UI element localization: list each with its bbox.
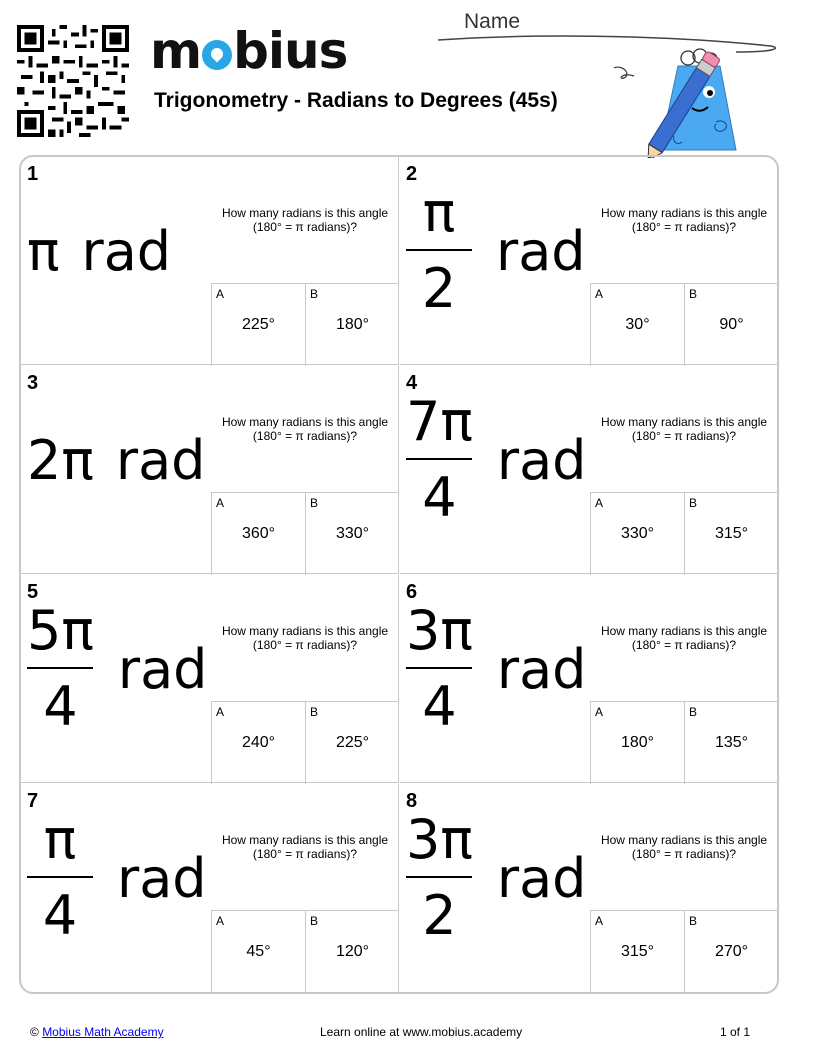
- problem-number: 1: [27, 163, 39, 185]
- angle-expression: [406, 804, 586, 952]
- option-letter: B: [689, 496, 698, 510]
- question-line-2: (180° = π radians)?: [252, 220, 358, 234]
- fraction-bar: [406, 458, 472, 460]
- problem-number: 8: [406, 790, 418, 812]
- fraction-denominator: 2: [422, 884, 457, 947]
- problem-number: 5: [27, 581, 39, 603]
- problem-card-7: [21, 784, 399, 992]
- question-line-2: (180° = π radians)?: [252, 638, 358, 652]
- problem-card-4: [400, 366, 778, 574]
- option-b[interactable]: [305, 702, 399, 784]
- angle-expression: [406, 177, 586, 325]
- angle-expression: [27, 386, 205, 534]
- option-a[interactable]: [590, 702, 684, 784]
- unit-label: rad: [117, 637, 208, 701]
- option-b[interactable]: [684, 702, 778, 784]
- unit-label: rad: [81, 219, 172, 283]
- option-b[interactable]: [305, 493, 399, 575]
- expression-value: 2π: [27, 428, 94, 492]
- question-text: [219, 415, 391, 443]
- fraction-bar: [27, 667, 93, 669]
- unit-label: rad: [496, 428, 587, 492]
- answer-options: [211, 492, 399, 575]
- unit-label: rad: [496, 637, 587, 701]
- option-value: 120°: [335, 943, 370, 960]
- option-letter: B: [310, 496, 319, 510]
- question-text: [598, 415, 770, 443]
- fraction-bar: [406, 249, 472, 251]
- mobius-academy-link[interactable]: Mobius Math Academy: [42, 1025, 164, 1039]
- option-letter: A: [595, 496, 604, 510]
- answer-options: [590, 492, 778, 575]
- fraction-numerator: π: [43, 808, 77, 871]
- problem-number: 3: [27, 372, 39, 394]
- copyright-symbol: ©: [30, 1025, 39, 1039]
- answer-options: [211, 910, 399, 993]
- question-line-1: How many radians is this angle: [600, 624, 768, 638]
- option-b[interactable]: [305, 911, 399, 993]
- question-line-1: How many radians is this angle: [221, 415, 389, 429]
- fraction-numerator: 7π: [406, 390, 473, 453]
- option-value: 225°: [241, 316, 276, 333]
- option-a[interactable]: [590, 493, 684, 575]
- fraction-numerator: 5π: [27, 599, 94, 662]
- question-line-1: How many radians is this angle: [600, 833, 768, 847]
- name-label: Name: [464, 10, 521, 33]
- footer-learn-online: Learn online at www.mobius.academy: [320, 1025, 523, 1039]
- qr-code: [16, 25, 130, 137]
- option-value: 330°: [620, 525, 655, 542]
- fraction-bar: [406, 667, 472, 669]
- option-letter: A: [216, 496, 225, 510]
- logo-text-end: bius: [233, 22, 348, 80]
- option-a[interactable]: [211, 493, 305, 575]
- answer-options: [590, 283, 778, 366]
- angle-expression: [27, 804, 207, 952]
- option-value: 270°: [714, 943, 749, 960]
- fraction: [27, 599, 94, 739]
- fraction: [406, 181, 472, 321]
- question-line-1: How many radians is this angle: [221, 833, 389, 847]
- footer-copyright: [30, 1025, 164, 1039]
- unit-label: rad: [117, 846, 207, 910]
- question-line-2: (180° = π radians)?: [252, 429, 358, 443]
- option-value: 30°: [625, 316, 650, 333]
- question-text: [219, 206, 391, 234]
- option-b[interactable]: [305, 284, 399, 366]
- logo-drop-icon: [202, 40, 232, 70]
- option-letter: B: [689, 287, 698, 301]
- option-value: 225°: [335, 734, 370, 751]
- angle-expression: [406, 386, 586, 534]
- fraction-numerator: 3π: [406, 599, 473, 662]
- fraction-denominator: 4: [42, 884, 78, 947]
- option-a[interactable]: [211, 911, 305, 993]
- problem-card-5: [21, 575, 399, 783]
- option-a[interactable]: [590, 284, 684, 366]
- answer-options: [211, 283, 399, 366]
- option-value: 45°: [246, 943, 271, 960]
- expression-value: π: [27, 219, 60, 283]
- option-letter: A: [595, 914, 604, 928]
- problem-number: 4: [406, 372, 418, 394]
- question-line-2: (180° = π radians)?: [631, 638, 737, 652]
- answer-options: [590, 701, 778, 784]
- option-letter: B: [689, 914, 698, 928]
- unit-label: rad: [115, 428, 206, 492]
- fraction: [27, 808, 93, 948]
- logo-text-start: m: [150, 22, 202, 80]
- mascot-pencil-icon: [612, 46, 762, 158]
- option-value: 315°: [714, 525, 749, 542]
- option-b[interactable]: [684, 284, 778, 366]
- problem-number: 7: [27, 790, 39, 812]
- problem-grid: [19, 155, 779, 994]
- option-value: 90°: [719, 316, 744, 333]
- question-text: [219, 624, 391, 652]
- fraction-denominator: 4: [43, 675, 78, 738]
- option-a[interactable]: [590, 911, 684, 993]
- option-letter: B: [310, 705, 319, 719]
- fraction-numerator: π: [422, 181, 456, 244]
- mobius-logo: [150, 22, 347, 80]
- option-letter: A: [595, 287, 604, 301]
- question-line-1: How many radians is this angle: [221, 206, 389, 220]
- question-line-1: How many radians is this angle: [221, 624, 389, 638]
- option-letter: B: [310, 287, 319, 301]
- option-b[interactable]: [684, 911, 778, 993]
- option-value: 360°: [241, 525, 276, 542]
- question-line-2: (180° = π radians)?: [252, 847, 358, 861]
- question-text: [219, 833, 391, 861]
- unit-label: rad: [496, 219, 586, 283]
- option-letter: B: [310, 914, 319, 928]
- fraction-denominator: 2: [421, 257, 457, 320]
- angle-expression: [27, 595, 207, 743]
- question-text: [598, 206, 770, 234]
- problem-number: 2: [406, 163, 418, 185]
- fraction: [406, 599, 473, 739]
- question-line-2: (180° = π radians)?: [631, 847, 737, 861]
- question-text: [598, 833, 770, 861]
- option-letter: A: [595, 705, 604, 719]
- option-letter: B: [689, 705, 698, 719]
- fraction-denominator: 4: [422, 466, 457, 529]
- fraction: [406, 390, 473, 530]
- unit-label: rad: [496, 846, 587, 910]
- fraction: [406, 808, 473, 948]
- page-number: 1 of 1: [720, 1025, 751, 1039]
- answer-options: [211, 701, 399, 784]
- angle-expression: [406, 595, 586, 743]
- option-letter: A: [216, 705, 225, 719]
- answer-options: [590, 910, 778, 993]
- problem-card-6: [400, 575, 778, 783]
- option-value: 240°: [241, 734, 276, 751]
- option-value: 180°: [620, 734, 655, 751]
- fraction-bar: [406, 876, 472, 878]
- problem-card-2: [400, 157, 778, 365]
- option-value: 315°: [620, 943, 655, 960]
- option-a[interactable]: [211, 702, 305, 784]
- problem-card-8: [400, 784, 778, 992]
- fraction-bar: [27, 876, 93, 878]
- problem-number: 6: [406, 581, 418, 603]
- option-value: 135°: [714, 734, 749, 751]
- option-a[interactable]: [211, 284, 305, 366]
- question-line-1: How many radians is this angle: [600, 206, 768, 220]
- option-b[interactable]: [684, 493, 778, 575]
- option-letter: A: [216, 914, 225, 928]
- fraction-denominator: 4: [422, 675, 457, 738]
- question-line-2: (180° = π radians)?: [631, 220, 737, 234]
- option-value: 330°: [335, 525, 370, 542]
- option-letter: A: [216, 287, 225, 301]
- question-text: [598, 624, 770, 652]
- problem-card-3: [21, 366, 399, 574]
- question-line-2: (180° = π radians)?: [631, 429, 737, 443]
- option-value: 180°: [335, 316, 370, 333]
- problem-card-1: [21, 157, 399, 365]
- angle-expression: [27, 177, 171, 325]
- fraction-numerator: 3π: [406, 808, 473, 871]
- question-line-1: How many radians is this angle: [600, 415, 768, 429]
- page-title: Trigonometry - Radians to Degrees (45s): [154, 89, 558, 112]
